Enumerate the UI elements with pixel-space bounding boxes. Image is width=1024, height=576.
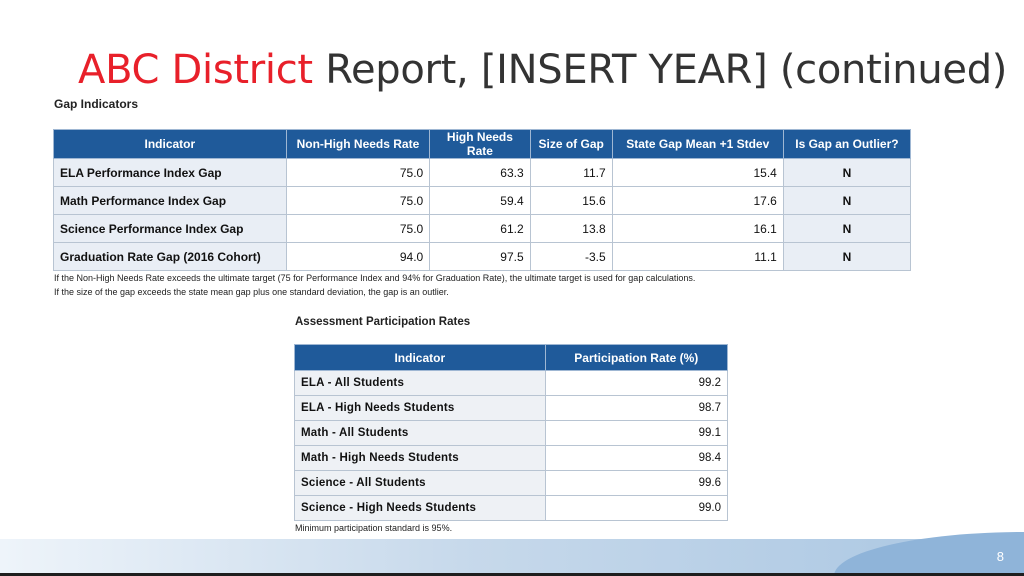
indicator-cell: Graduation Rate Gap (2016 Cohort): [54, 243, 287, 271]
gap-footnote-target: If the Non-High Needs Rate exceeds the ultimate target (75 for Performance Index and 94% for Graduation Rate), the ultimate target is used for gap calculations.: [54, 273, 696, 283]
participation-label: Assessment Participation Rates: [295, 316, 471, 328]
table-row: [295, 396, 728, 421]
table-header-row: [54, 130, 911, 159]
participation-rate-cell: 99.1: [545, 421, 727, 446]
table-header-row: [295, 345, 728, 371]
participation-rate-cell: 99.6: [545, 471, 727, 496]
table-row: [54, 215, 911, 243]
gap-indicators-table: [53, 129, 911, 271]
slide-title: [78, 42, 1007, 98]
gap-indicators-label: Gap Indicators: [54, 97, 139, 111]
column-header: State Gap Mean +1 Stdev: [612, 130, 783, 159]
participation-rate-cell: 98.7: [545, 396, 727, 421]
non-high-needs-rate-cell: 94.0: [286, 243, 430, 271]
outlier-flag-cell: N: [783, 187, 910, 215]
indicator-cell: Math Performance Index Gap: [54, 187, 287, 215]
indicator-cell: Science Performance Index Gap: [54, 215, 287, 243]
participation-footnote: Minimum participation standard is 95%.: [295, 523, 453, 533]
participation-rate-cell: 99.2: [545, 371, 727, 396]
table-row: [295, 371, 728, 396]
table-row: [54, 243, 911, 271]
indicator-cell: Math - All Students: [295, 421, 546, 446]
indicator-cell: ELA Performance Index Gap: [54, 159, 287, 187]
indicator-cell: Math - High Needs Students: [295, 446, 546, 471]
column-header: Indicator: [295, 345, 546, 371]
non-high-needs-rate-cell: 75.0: [286, 159, 430, 187]
column-header: Non-High Needs Rate: [286, 130, 430, 159]
column-header: Participation Rate (%): [545, 345, 727, 371]
high-needs-rate-cell: 61.2: [430, 215, 530, 243]
outlier-flag-cell: N: [783, 215, 910, 243]
participation-rate-cell: 99.0: [545, 496, 727, 521]
column-header: Is Gap an Outlier?: [783, 130, 910, 159]
indicator-cell: ELA - All Students: [295, 371, 546, 396]
non-high-needs-rate-cell: 75.0: [286, 215, 430, 243]
size-of-gap-cell: 13.8: [530, 215, 612, 243]
indicator-cell: Science - All Students: [295, 471, 546, 496]
slide-title-accent: ABC District: [78, 47, 313, 93]
table-row: [295, 471, 728, 496]
participation-rates-table: [294, 344, 728, 521]
table-row: [295, 421, 728, 446]
outlier-flag-cell: N: [783, 159, 910, 187]
state-gap-mean-cell: 11.1: [612, 243, 783, 271]
size-of-gap-cell: -3.5: [530, 243, 612, 271]
high-needs-rate-cell: 59.4: [430, 187, 530, 215]
non-high-needs-rate-cell: 75.0: [286, 187, 430, 215]
table-row: [295, 446, 728, 471]
size-of-gap-cell: 15.6: [530, 187, 612, 215]
indicator-cell: ELA - High Needs Students: [295, 396, 546, 421]
state-gap-mean-cell: 16.1: [612, 215, 783, 243]
table-row: [295, 496, 728, 521]
high-needs-rate-cell: 97.5: [430, 243, 530, 271]
state-gap-mean-cell: 17.6: [612, 187, 783, 215]
indicator-cell: Science - High Needs Students: [295, 496, 546, 521]
table-row: [54, 187, 911, 215]
column-header: High Needs Rate: [430, 130, 530, 159]
outlier-flag-cell: N: [783, 243, 910, 271]
table-row: [54, 159, 911, 187]
page-number: 8: [996, 549, 1004, 564]
column-header: Size of Gap: [530, 130, 612, 159]
high-needs-rate-cell: 63.3: [430, 159, 530, 187]
gap-footnote-outlier: If the size of the gap exceeds the state mean gap plus one standard deviation, the gap is an outlier.: [54, 287, 449, 297]
slide-title-rest: Report, [INSERT YEAR] (continued): [312, 47, 1008, 93]
state-gap-mean-cell: 15.4: [612, 159, 783, 187]
column-header: Indicator: [54, 130, 287, 159]
size-of-gap-cell: 11.7: [530, 159, 612, 187]
participation-rate-cell: 98.4: [545, 446, 727, 471]
